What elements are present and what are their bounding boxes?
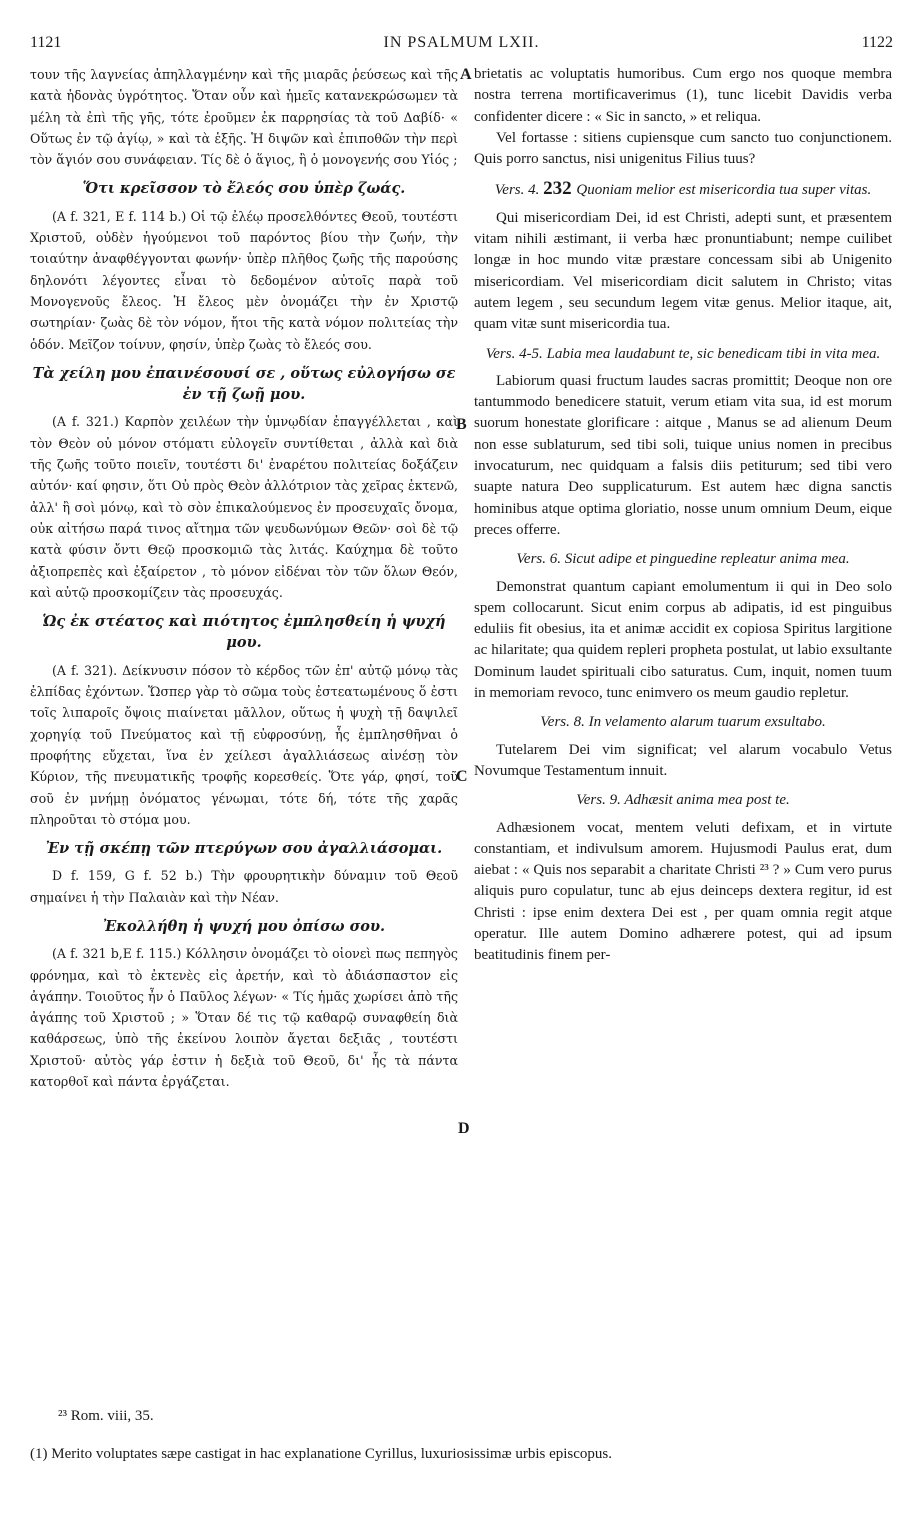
margin-letter-d: D	[458, 1120, 470, 1137]
left-page-number: 1121	[30, 34, 62, 51]
paragraph: Tutelarem Dei vim significat; vel alarum vocabulo Vetus Novumque Testamentum innuit.	[474, 741, 892, 779]
latin-column	[474, 64, 892, 967]
running-header	[30, 34, 893, 56]
paragraph: Demonstrat quantum capiant emolumentum ii qui in Deo solo spem collocarunt. Sicut enim corpus ab adipatis, id est pinguibus eduliis fit obesius, ita et animæ accidit ex copiosa Spiritus largitione ac hilaritate; qua quidem repleri propheta postulat, ut labio exsultante Dominum laudet spirituali cibo saturatus. Cum, inquit, nomen tuum in memoriam revoco, tunc enimvero os meum gaudio repletur.	[474, 578, 892, 702]
footnote-reference: ²³ Rom. viii, 35.	[58, 1408, 154, 1424]
verse-heading	[474, 790, 892, 811]
verse-text: In velamento alarum tuarum exsultabo.	[588, 714, 826, 731]
column-number: 232	[543, 178, 577, 200]
verse-text: Labia mea laudabunt te, sic benedicam tibi in vita mea.	[546, 345, 881, 362]
right-page-number: 1122	[861, 34, 893, 51]
verse-text: Adhæsit anima mea post te.	[624, 792, 790, 809]
verse-heading	[474, 178, 892, 201]
verse-heading: Ὅτι κρεῖσσον τὸ ἔλεός σου ὑπὲρ ζωάς.	[82, 180, 406, 198]
paragraph: τουν τῆς λαγνείας ἀπηλλαγμένην καὶ τῆς μιαρᾶς ῥεύσεως καὶ τῆς κατὰ ἡδονὰς ὑγρότητος. Ὅταν οὖν καὶ ἡμεῖς κατανεκρώσωμεν τὰ μέλη τὰ ἐπὶ τῆς γῆς, τότε ἐροῦμεν ἐκ παρρησίας τὰ τοῦ Δαβίδ· « Οὕτως ἐν τῷ ἁγίῳ, » καὶ τὰ ἑξῆς. Ἡ διψῶν καὶ ἐπιποθῶν τὴν περὶ τὸν ἅγιόν σου συνάφειαν. Τίς δὲ ὁ ἅγιος, ἢ ὁ μονογενής σου Υἱός ;	[30, 67, 458, 168]
paragraph: Labiorum quasi fructum laudes sacras promittit; Deoque non ore tantummodo benedicere statuit, verum etiam vita sua, id est morum suorum honestate glorificare : aitque , Manus se ad alienum Deum non esse sublaturum, sed tibi soli, tuique unius nomen in precibus invocaturum, nec quidquam a falsis diis petiturum; sed tibi vero suapte natura Deo supplicaturum. Est autem hæc digna sanctis hominibus atque optima gloriatio, nosse unum omnium Deum, eique preces offerre.	[474, 372, 892, 538]
paragraph: (A f. 321). Δείκνυσιν πόσον τὸ κέρδος τῶν ἐπ' αὐτῷ μόνῳ τὰς ἐλπίδας ἐχόντων. Ὥσπερ γὰρ τὸ σῶμα τοὺς ἐστεατωμένους ὅ ἐστι τοῖς λιπαροῖς ὄψοις πιαίνεται μᾶλλον, οὕτως ἡ ψυχὴ τῇ δαψιλεῖ χορηγίᾳ τοῦ Πνεύματος καὶ τῇ εὐφροσύνῃ, ἧς ἐμπλησθῆναι ὁ προφήτης εὔχεται, ἵνα ἐν χείλεσι ἀγαλλιάσεως αἰνέσῃ τὸν Κύριον, τῆς πνευματικῆς τροφῆς κορεσθείς. Ὅτε γάρ, φησί, τοῦ σοῦ ἐν μνήμῃ ὀνόματος γένωμαι, τότε δή, τότε τῆς χαρᾶς πληροῦται τὸ στόμα μου.	[30, 662, 458, 827]
paragraph: Qui misericordiam Dei, id est Christi, adepti sunt, et præsentem vitam nihili æstimant, ii verba hæc pronuntiabunt; nempe cuilibet longæ in hoc mundo vitæ præstare concessam sibi ab Unigenito misericordiam. Vel misericordiam dicit salutem in Christo; vitas autem legem , seu secundum legem vitæ genus. Melior itaque, ait, quam vitæ sunt misericordia tua.	[474, 209, 892, 333]
verse-number: Vers. 9.	[576, 792, 625, 809]
verse-heading: Ὡς ἐκ στέατος καὶ πιότητος ἐμπλησθείη ἡ ψυχή μου.	[42, 613, 446, 652]
paragraph: (A f. 321 b,E f. 115.) Κόλλησιν ὀνομάζει τὸ οἱονεὶ πως πεπηγὸς φρόνημα, καὶ τὸ ἐκτενὲς εἰς ἀρετήν, καὶ τὸ ἀδιάσπαστον εἰς ἀγάπην. Τοιοῦτος ἦν ὁ Παῦλος λέγων· « Τίς ἡμᾶς χωρίσει ἀπὸ τῆς ἀγάπης τοῦ Χριστοῦ ; » Ὅταν δέ τις τῷ καθαρῷ συναφθείη διὰ καθάρσεως, ὑπὸ τῆς ἐκείνου λοιπὸν ἄγεται δεξιᾶς , τουτέστι Χριστοῦ· αὐτὸς γάρ ἐστιν ἡ δεξιὰ τοῦ Θεοῦ, δι' ἧς τὰ πάντα κατορθοῖ καὶ πάντα ἐργάζεται.	[30, 946, 458, 1090]
verse-heading: Ἐν τῇ σκέπῃ τῶν πτερύγων σου ἀγαλλιάσομαι.	[45, 840, 443, 858]
footnote-note: (1) Merito voluptates sæpe castigat in hac explanatione Cyrillus, luxuriosissimæ urbis episcopus.	[30, 1446, 612, 1462]
verse-text: Sicut adipe et pinguedine repleatur anima mea.	[564, 551, 850, 568]
margin-letter-c: C	[456, 768, 468, 785]
paragraph: (A f. 321.) Καρπὸν χειλέων τὴν ὑμνῳδίαν ἐπαγγέλλεται , καὶ τὸν Θεὸν οὐ μόνον στόματι εὐλογεῖν συντίθεται , ἀλλὰ καὶ διὰ τῆς ζωῆς τοῦτο ποιεῖν, τουτέστι δι' ἐναρέτου πολιτείας δοξάζειν αὐτόν· καί φησιν, ὅτι Οὐ πρὸς Θεὸν ἀλλότριον τὰς χεῖρας ἐκτενῶ, ἀλλ' ἢ σοὶ μόνῳ, καὶ τὸ σὸν ἐπικαλούμενος ἐν προσευχαῖς ὄνομα, οὐκ αἰτήσω παρά τινος αἴτημα τῶν ψευδωνύμων Θεῶν· σοὶ δὲ τῷ κατὰ φύσιν ὄντι Θεῷ προσκομιῶ τὰς λιτάς. Καύχημα δὲ τοῦτο ἀξιοπρεπὲς καὶ ἐξαίρετον , τὸ μόνον εἰδέναι τὸν τῶν ὅλων Θεόν, καὶ αὐτῷ προσκομίζειν τὰς προσευχάς.	[30, 414, 458, 600]
verse-heading	[474, 549, 892, 570]
paragraph: Vel fortasse : sitiens cupiensque cum sancto tuo conjunctionem. Quis porro sanctus, nisi unigenitus Filius tuus?	[474, 129, 892, 168]
verse-heading	[474, 344, 892, 365]
verse-number: Vers. 6.	[516, 551, 565, 568]
running-title: IN PSALMUM LXII.	[383, 34, 540, 51]
paragraph: Adhæsionem vocat, mentem veluti defixam, et in virtute constantiam, et indivulsum amorem. Hujusmodi Paulus erat, dum aiebat : « Quis nos separabit a charitate Christi ²³ ? » Cum vero purus aliquis puro copulatur, tunc ab ejus deinceps dextera regitur, id est Christi : ipse enim dextera Dei est , per quam omnia regit atque operatur. Ille autem Domino adhærere potest, qui ad ipsum beatitudinis finem per-	[474, 819, 892, 964]
verse-heading: Ἐκολλήθη ἡ ψυχή μου ὀπίσω σου.	[102, 917, 386, 935]
paragraph: D f. 159, G f. 52 b.) Τὴν φρουρητικὴν δύναμιν τοῦ Θεοῦ σημαίνει ἡ τὴν Παλαιὰν καὶ τὴν Νέαν.	[30, 868, 458, 905]
verse-heading: Τὰ χείλη μου ἐπαινέσουσί σε , οὕτως εὐλογήσω σε ἐν τῇ ζωῇ μου.	[32, 364, 456, 404]
paragraph: (A f. 321, E f. 114 b.) Οἱ τῷ ἐλέῳ προσελθόντες Θεοῦ, τουτέστι Χριστοῦ, οὐδὲν ἡγούμενοι τοῦ παρόντος βίου τὴν ζωήν, τὴν τοιαύτην ἀναφθέγγονται φωνήν· ὑπὲρ πλῆθος ζωῆς τῆς παρούσης δηλονότι λέγοντες εἶναι τὸ δεδομένον αὐτοῖς παρὰ τοῦ Μονογενοῦς ἔλεος. Ἡ ἔλεος μὲν ὀνομάζει τὴν ἐν Χριστῷ σωτηρίαν· ζωὰς δὲ τὸν νόμον, ἤτοι τῆς κατὰ νόμον πολιτείας τὴν ὁδόν. Μεῖζον τοίνυν, φησίν, ὑπὲρ ζωὰς τὸ ἔλεός σου.	[30, 208, 458, 352]
greek-column	[30, 64, 458, 1092]
verse-text: Quoniam melior est misericordia tua super vitas.	[576, 182, 872, 199]
verse-number: Vers. 8.	[540, 714, 589, 731]
verse-number: Vers. 4-5.	[485, 345, 547, 362]
paragraph: brietatis ac voluptatis humoribus. Cum ergo nos quoque membra nostra terrena mortificaverimus (1), tunc licebit Davidis verba confidenter dicere : « Sic in sancto, » et reliqua.	[474, 66, 892, 125]
verse-heading	[474, 712, 892, 733]
margin-letter-a: A	[460, 66, 472, 83]
verse-number: Vers. 4.	[494, 182, 544, 199]
margin-letter-b: B	[456, 416, 467, 433]
